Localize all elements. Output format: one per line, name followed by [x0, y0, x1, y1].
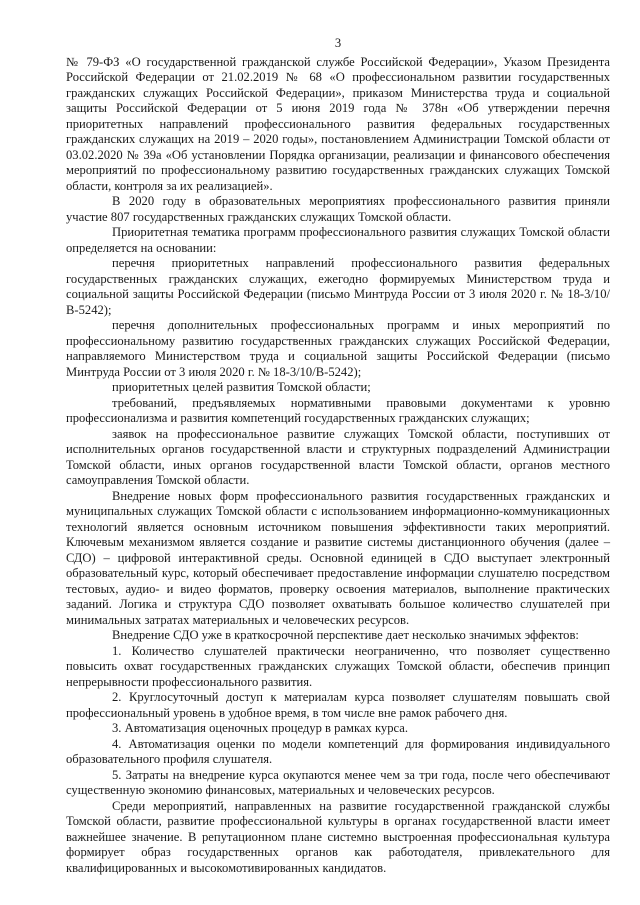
- paragraph: 5. Затраты на внедрение курса окупаются менее чем за три года, после чего обеспечивают существенную экономию финансовых, материальных и человеческих ресурсов.: [66, 767, 610, 797]
- paragraph: 1. Количество слушателей практически неограниченно, что позволяет существенно повысить охват государственных гражданских служащих Томской области, обеспечив принцип непрерывности профессионального развития.: [66, 643, 610, 689]
- paragraph: Среди мероприятий, направленных на развитие государственной гражданской службы Томской области, развитие профессиональной культуры в органах государственной власти имеет важнейшее значение. В репутационном плане системно выстроенная профессиональная культура формирует образ государственных органов как работодателя, привлекательного для квалифицированных и высокомотивированных кандидатов.: [66, 798, 610, 875]
- paragraph: В 2020 году в образовательных мероприятиях профессионального развития приняли участие 807 государственных гражданских служащих Томской области.: [66, 194, 610, 224]
- paragraph: перечня приоритетных направлений профессионального развития федеральных государственных гражданских служащих, ежегодно формируемых Министерством труда и социальной защиты Российской Федерации (письмо Минтруда России от 3 июля 2020 г. № 18-3/10/В-5242);: [66, 256, 610, 317]
- paragraph: перечня дополнительных профессиональных программ и иных мероприятий по профессиональному развитию государственных гражданских служащих Российской Федерации, направляемого Министерством труда и социальной защиты Российской Федерации (письмо Минтруда России от 3 июля 2020 г. № 18-3/10/В-5242);: [66, 318, 610, 379]
- paragraph: Приоритетная тематика программ профессионального развития служащих Томской области определяется на основании:: [66, 225, 610, 255]
- page-number: 3: [334, 36, 342, 50]
- paragraph: заявок на профессиональное развитие служащих Томской области, поступивших от исполнительных органов государственной власти и структурных подразделений Администрации Томской области, иных органов государственной власти Томской области, органов местного самоуправления Томской области.: [66, 426, 610, 487]
- paragraph: № 79-ФЗ «О государственной гражданской службе Российской Федерации», Указом Президента Российской Федерации от 21.02.2019 № 68 «О профессиональном развитии государственных гражданских служащих Российской Федерации», приказом Министерства труда и социальной защиты Российской Федерации от 5 июня 2019 года № 378н «Об утверждении перечня приоритетных направлений профессионального развития федеральных государственных гражданских служащих на 2019 – 2020 годы», постановлением Администрации Томской области от 03.02.2020 № 39а «Об установлении Порядка организации, реализации и финансового обеспечения мероприятий по профессиональному развитию государственных гражданских служащих Томской области, контроля за их реализацией».: [66, 54, 610, 193]
- paragraph: Внедрение СДО уже в краткосрочной перспективе дает несколько значимых эффектов:: [112, 628, 579, 642]
- paragraph: приоритетных целей развития Томской области;: [112, 380, 371, 394]
- paragraph: 2. Круглосуточный доступ к материалам курса позволяет слушателям повышать свой профессиональный уровень в удобное время, в том числе вне рамок рабочего дня.: [66, 690, 610, 720]
- paragraph: 4. Автоматизация оценки по модели компетенций для формирования индивидуального образовательного профиля слушателя.: [66, 736, 610, 766]
- document-body: [66, 55, 610, 877]
- paragraph: Внедрение новых форм профессионального развития государственных гражданских и муниципальных служащих Томской области с использованием информационно-коммуникационных технологий является основным источником повышения эффективности таких мероприятий. Ключевым механизмом является создание и развитие системы дистанционного обучения (далее – СДО) – цифровой интерактивной среды. Основной единицей в СДО выступает электронный образовательный курс, который обеспечивает предоставление информации слушателю посредством тестовых, аудио- и видео форматов, проверку освоения материалов, выполнение практических заданий. Логика и структура СДО позволяет охватывать большое количество слушателей при минимальных затратах материальных и человеческих ресурсов.: [66, 488, 610, 627]
- paragraph: требований, предъявляемых нормативными правовыми документами к уровню профессионализма и развития компетенций государственных гражданских служащих;: [66, 395, 610, 425]
- paragraph: 3. Автоматизация оценочных процедур в рамках курса.: [112, 721, 408, 735]
